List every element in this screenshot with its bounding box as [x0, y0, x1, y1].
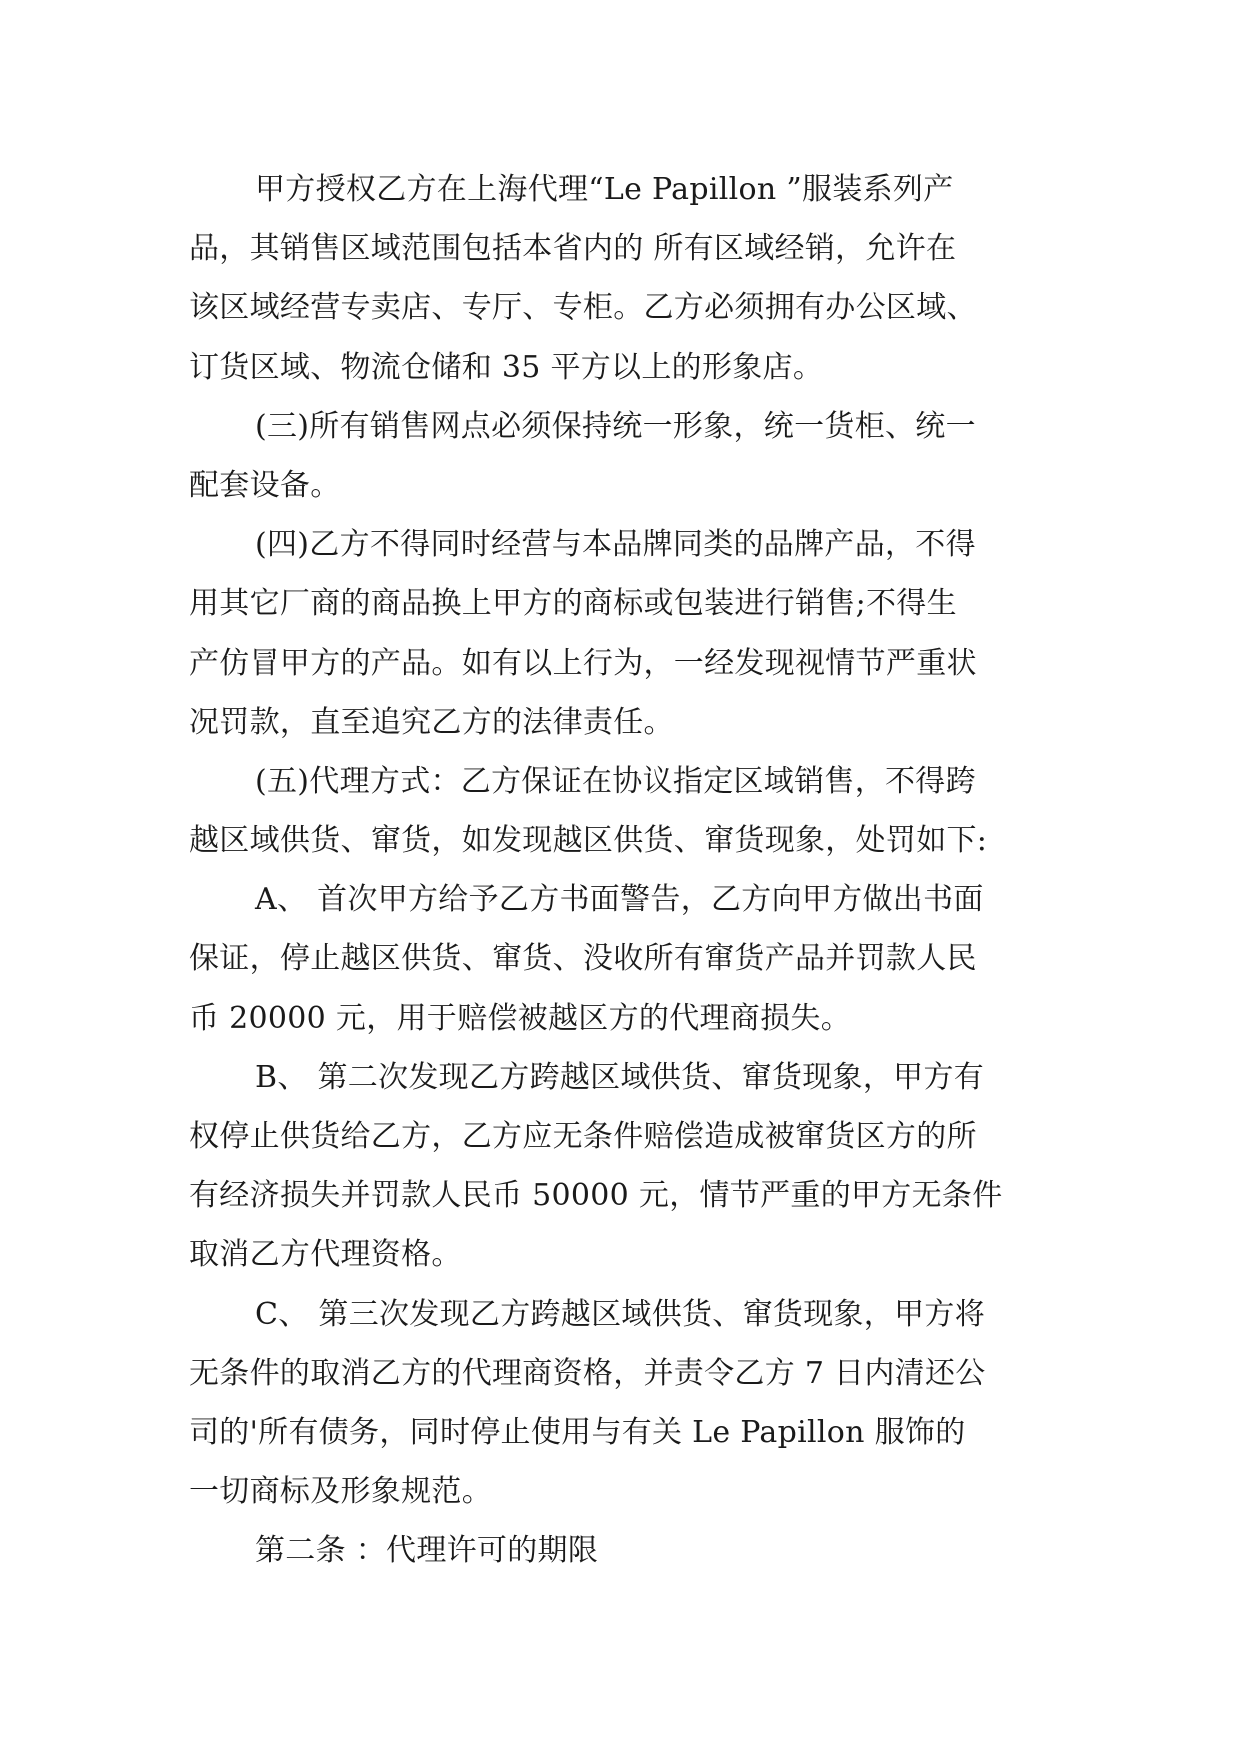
text-line: 一切商标及形象规范。: [189, 1474, 492, 1510]
text-line: 取消乙方代理资格。: [189, 1237, 462, 1273]
text-line: 品，其销售区域范围包括本省内的 所有区域经销，允许在: [189, 231, 957, 267]
text-line: (四)乙方不得同时经营与本品牌同类的品牌产品，不得: [255, 527, 976, 563]
text-line: 无条件的取消乙方的代理商资格，并责令乙方 7 日内清还公: [189, 1355, 986, 1391]
text-line: 司的'所有债务，同时停止使用与有关 Le Papillon 服饰的: [189, 1414, 966, 1450]
text-line: A、 首次甲方给予乙方书面警告，乙方向甲方做出书面: [255, 882, 984, 918]
text-line: (三)所有销售网点必须保持统一形象，统一货柜、统一: [255, 408, 976, 444]
text-line: 订货区域、物流仓储和 35 平方以上的形象店。: [189, 349, 824, 385]
document-body: [189, 160, 1069, 1581]
text-line: 产仿冒甲方的产品。如有以上行为，一经发现视情节严重状: [189, 645, 977, 681]
section-heading: 第二条 ：代理许可的期限: [255, 1533, 599, 1569]
text-line: B、 第二次发现乙方跨越区域供货、窜货现象，甲方有: [255, 1059, 985, 1095]
text-line: 权停止供货给乙方，乙方应无条件赔偿造成被窜货区方的所: [189, 1119, 977, 1154]
text-line: (五)代理方式：乙方保证在协议指定区域销售，不得跨: [255, 763, 976, 799]
text-line: 该区域经营专卖店、专厅、专柜。乙方必须拥有办公区域、: [189, 290, 977, 326]
text-line: 用其它厂商的商品换上甲方的商标或包装进行销售;不得生: [189, 586, 957, 622]
text-line: 币 20000 元，用于赔偿被越区方的代理商损失。: [189, 1000, 852, 1036]
text-line: 越区域供货、窜货，如发现越区供货、窜货现象，处罚如下:: [189, 823, 988, 859]
text-line: 配套设备。: [189, 467, 341, 503]
text-line: 保证，停止越区供货、窜货、没收所有窜货产品并罚款人民: [189, 941, 977, 977]
text-line: C、 第三次发现乙方跨越区域供货、窜货现象，甲方将: [255, 1296, 985, 1332]
text-line: 甲方授权乙方在上海代理“Le Papillon ”服装系列产: [255, 172, 954, 207]
text-line: 况罚款，直至追究乙方的法律责任。: [189, 704, 674, 740]
text-line: 有经济损失并罚款人民币 50000 元，情节严重的甲方无条件: [189, 1178, 1003, 1214]
